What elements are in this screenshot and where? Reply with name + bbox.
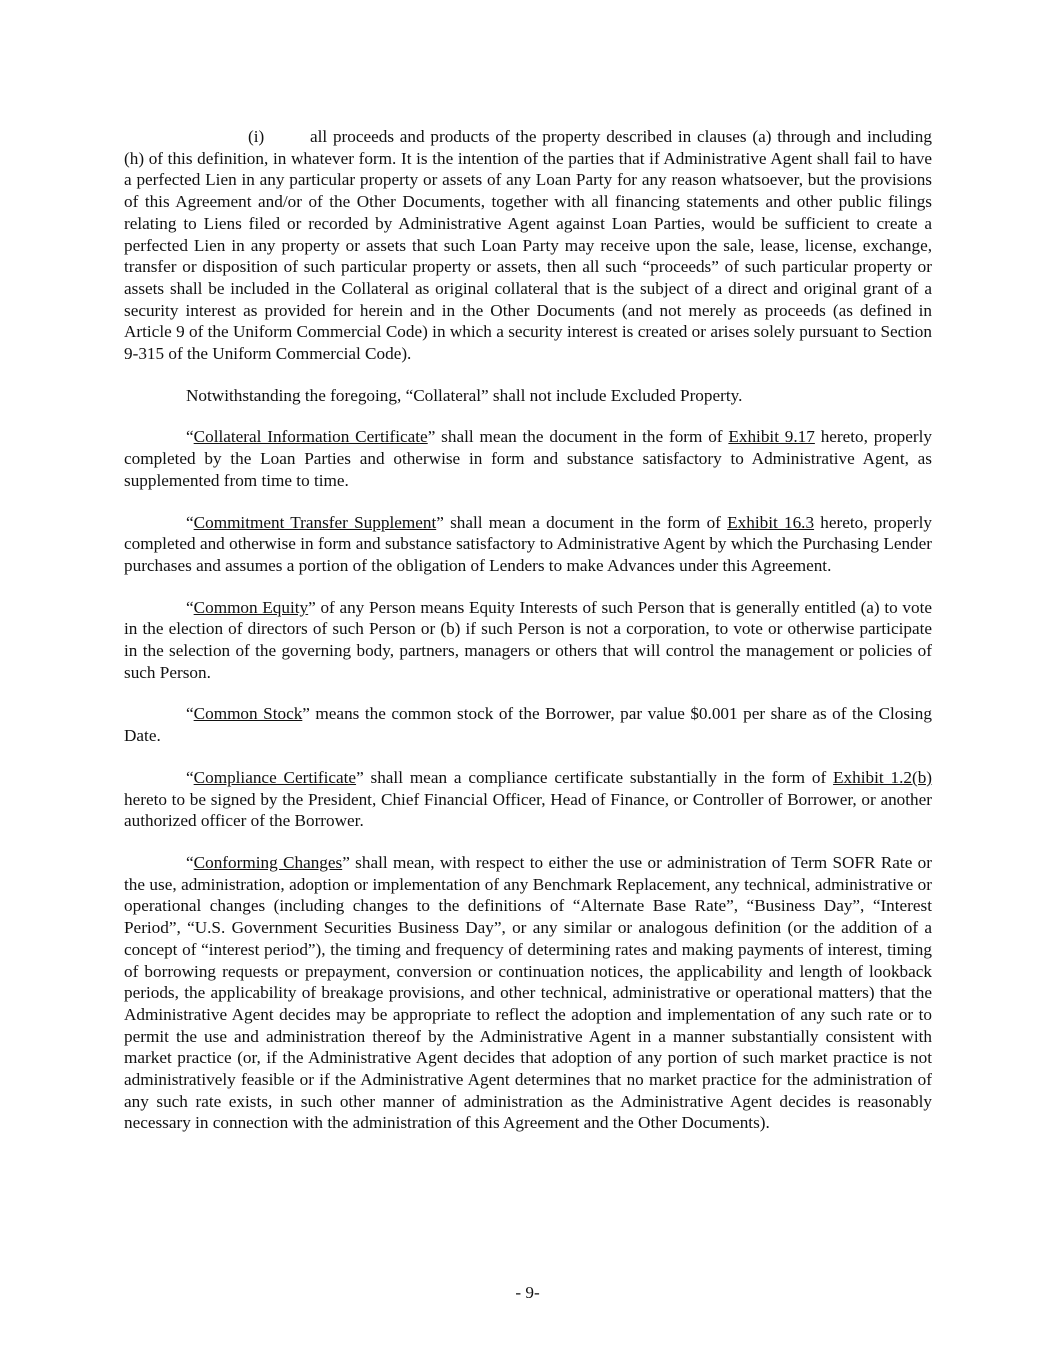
exhibit-reference: Exhibit 1.2(b): [833, 767, 933, 787]
definition-conforming-changes: “Conforming Changes” shall mean, with respect to either the use or administration of Term SOFR Rate or the use, administration, adoption or implementation of any Benchmark Replacement, any technical, administrative or operational changes (including changes to the definitions of “Alternate Base Rate”, “Business Day”, “Interest Period”, “U.S. Government Securities Business Day”, or any similar or analogous definition (or the addition of a concept of “interest period”), the timing and frequency of determining rates and making payments of interest, timing of borrowing requests or prepayment, conversion or continuation notices, the applicability and length of lookback periods, the applicability of breakage provisions, and other technical, administrative or operational matters) that the Administrative Agent decides may be appropriate to reflect the adoption and implementation of any such rate or to permit the use and administration thereof by the Administrative Agent in a manner substantially consistent with market practice (or, if the Administrative Agent decides that adoption of any portion of such market practice is not administratively feasible or if the Administrative Agent determines that no market practice for the administration of any such rate exists, in such other manner of administration as the Administrative Agent decides is reasonably necessary in connection with the administration of this Agreement and the Other Documents).: [124, 852, 932, 1133]
exhibit-reference: Exhibit 16.3: [727, 512, 815, 532]
definition-common-stock: “Common Stock” means the common stock of the Borrower, par value $0.001 per share as of the Closing Date.: [124, 704, 932, 746]
document-page: [124, 126, 932, 1134]
notwithstanding-paragraph: Notwithstanding the foregoing, “Collateral” shall not include Excluded Property.: [186, 385, 743, 405]
defined-term: Commitment Transfer Supplement: [193, 512, 437, 532]
defined-term: Common Equity: [193, 597, 309, 617]
defined-term: Common Stock: [193, 704, 303, 724]
defined-term: Collateral Information Certificate: [193, 427, 428, 447]
definition-collateral-information-certificate: “Collateral Information Certificate” shall mean the document in the form of Exhibit 9.17 hereto, properly completed by the Loan Parties and otherwise in form and substance satisfactory to Administrative Agent, as supplemented from time to time.: [124, 427, 933, 490]
definition-common-equity: “Common Equity” of any Person means Equity Interests of such Person that is generally entitled (a) to vote in the election of directors of such Person or (b) if such Person is not a corporation, to vote or otherwise participate in the selection of the governing body, partners, managers or others that will control the management or policies of such Person.: [124, 597, 932, 682]
clause-number: (i): [248, 127, 265, 146]
clause-i-paragraph: [124, 126, 932, 365]
exhibit-reference: Exhibit 9.17: [728, 427, 815, 447]
defined-term: Conforming Changes: [193, 852, 343, 872]
clause-text: all proceeds and products of the property described in clauses (a) through and including (h) of this definition, in whatever form. It is the intention of the parties that if Administrative Agent shall fail to have a perfected Lien in any particular property or assets of any Loan Party for any reason whatsoever, but the provisions of this Agreement and/or of the Other Documents, together with all financing statements and other public filings relating to Liens filed or recorded by Administrative Agent against Loan Parties, would be sufficient to create a perfected Lien in any property or assets that such Loan Party may receive upon the sale, lease, license, exchange, transfer or disposition of such particular property or assets, then all such “proceeds” of such particular property or assets shall be included in the Collateral as original collateral that is the subject of a direct and original grant of a security interest as provided for herein and in the Other Documents (and not merely as proceeds (as defined in Article 9 of the Uniform Commercial Code) in which a security interest is created or arises solely pursuant to Section 9-315 of the Uniform Commercial Code).: [124, 127, 932, 364]
page-number: - 9-: [515, 1283, 540, 1302]
definition-commitment-transfer-supplement: “Commitment Transfer Supplement” shall mean a document in the form of Exhibit 16.3 hereto, properly completed and otherwise in form and substance satisfactory to Administrative Agent by which the Purchasing Lender purchases and assumes a portion of the obligation of Lenders to make Advances under this Agreement.: [124, 512, 933, 575]
definition-compliance-certificate: “Compliance Certificate” shall mean a compliance certificate substantially in the form of Exhibit 1.2(b) hereto to be signed by the President, Chief Financial Officer, Head of Finance, or Controller of Borrower, or another authorized officer of the Borrower.: [124, 767, 933, 831]
defined-term: Compliance Certificate: [193, 767, 357, 787]
